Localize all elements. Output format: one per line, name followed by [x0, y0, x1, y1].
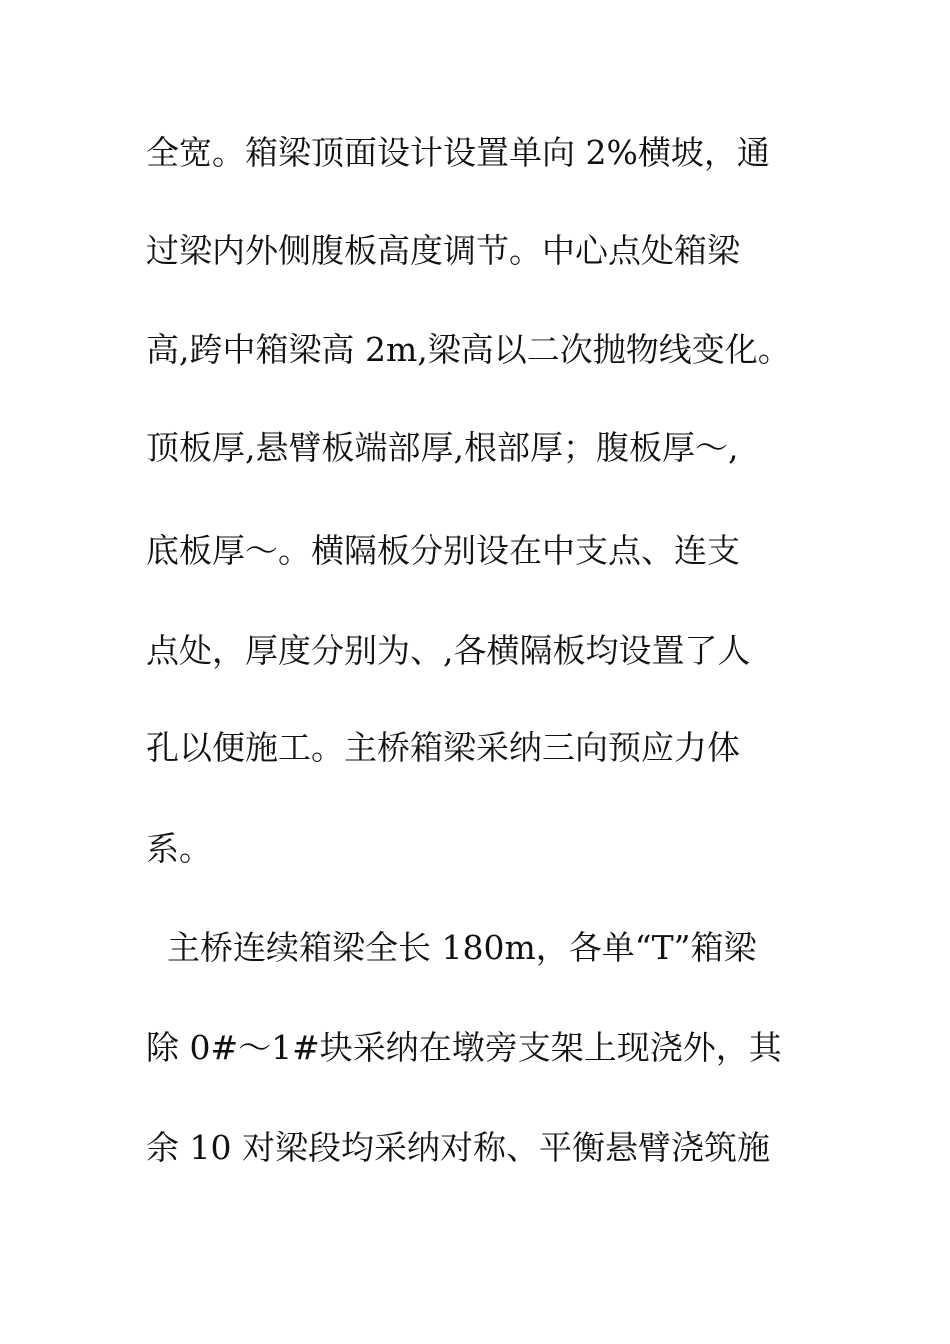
paragraph-line: 过梁内外侧腹板高度调节。中心点处箱梁: [146, 231, 740, 270]
paragraph-line: 除 0#～1#块采纳在墩旁支架上现浇外，其: [146, 1028, 782, 1067]
paragraph-line: 高,跨中箱梁高 2m,梁高以二次抛物线变化。: [146, 330, 791, 369]
paragraph-line: 点处，厚度分别为、,各横隔板均设置了人: [146, 631, 751, 670]
paragraph-line: 主桥连续箱梁全长 180m，各单“T”箱梁: [146, 928, 757, 967]
paragraph-line: 顶板厚,悬臂板端部厚,根部厚；腹板厚～,: [146, 428, 739, 467]
paragraph-line: 孔以便施工。主桥箱梁采纳三向预应力体: [146, 728, 740, 767]
paragraph-line: 余 10 对梁段均采纳对称、平衡悬臂浇筑施: [146, 1128, 770, 1167]
paragraph-line: 全宽。箱梁顶面设计设置单向 2%横坡，通: [146, 133, 770, 172]
paragraph-line: 底板厚～。横隔板分别设在中支点、连支: [146, 531, 740, 570]
paragraph-line: 系。: [146, 829, 212, 868]
